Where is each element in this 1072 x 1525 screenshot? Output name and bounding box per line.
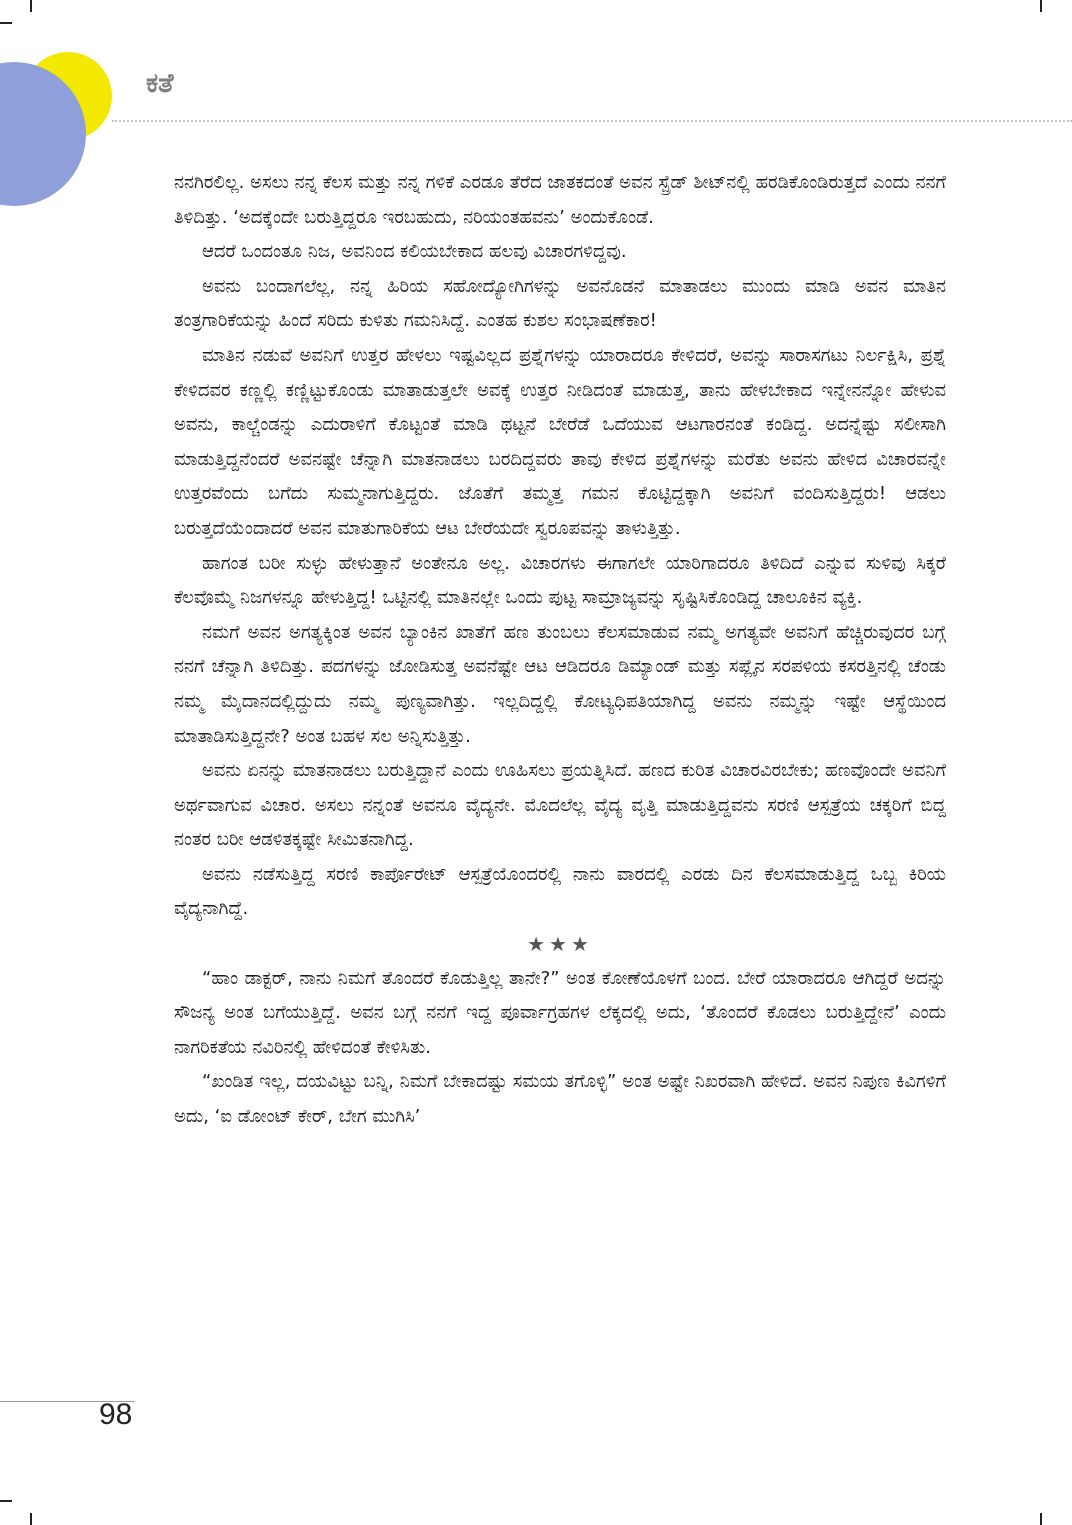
- section-break-stars: ★★★: [527, 932, 593, 957]
- paragraph: ಮಾತಿನ ನಡುವೆ ಅವನಿಗೆ ಉತ್ತರ ಹೇಳಲು ಇಷ್ಟವಿಲ್ಲದ ಪ್ರಶ್ನೆಗಳನ್ನು ಯಾರಾದರೂ ಕೇಳಿದರೆ, ಅವನ್ನು ಸಾರಾಸಗಟು ನಿರ್ಲಕ್ಷಿಸಿ, ಪ್ರಶ್ನೆ ಕೇಳಿದವರ ಕಣ್ಣಲ್ಲಿ ಕಣ್ಣಿಟ್ಟುಕೊಂಡು ಮಾತಾಡುತ್ತಲೇ ಅವಕ್ಕೆ ಉತ್ತರ ನೀಡಿದಂತೆ ಮಾಡುತ್ತ, ತಾನು ಹೇಳಬೇಕಾದ ಇನ್ನೇನನ್ನೋ ಹೇಳುವ ಅವನು, ಕಾಲ್ಚೆಂಡನ್ನು ಎದುರಾಳಿಗೆ ಕೊಟ್ಟಂತೆ ಮಾಡಿ ಥಟ್ಟನೆ ಬೇರೆಡೆ ಒದೆಯುವ ಆಟಗಾರನಂತೆ ಕಂಡಿದ್ದ. ಅದನ್ನೆಷ್ಟು ಸಲೀಸಾಗಿ ಮಾಡುತ್ತಿದ್ದನೆಂದರೆ ಅವನಷ್ಟೇ ಚೆನ್ನಾಗಿ ಮಾತನಾಡಲು ಬರದಿದ್ದವರು ತಾವು ಕೇಳಿದ ಪ್ರಶ್ನೆಗಳನ್ನು ಮರೆತು ಅವನು ಹೇಳಿದ ವಿಚಾರವನ್ನೇ ಉತ್ತರವೆಂದು ಬಗೆದು ಸುಮ್ಮನಾಗುತ್ತಿದ್ದರು. ಜೊತೆಗೆ ತಮ್ಮತ್ತ ಗಮನ ಕೊಟ್ಟಿದ್ದಕ್ಕಾಗಿ ಅವನಿಗೆ ವಂದಿಸುತ್ತಿದ್ದರು! ಆಡಲು ಬರುತ್ತದೆಯೆಂದಾದರೆ ಅವನ ಮಾತುಗಾರಿಕೆಯ ಆಟ ಬೇರೆಯದೇ ಸ್ವರೂಪವನ್ನು ತಾಳುತ್ತಿತ್ತು.: [174, 344, 946, 539]
- crop-mark: [30, 0, 32, 12]
- story-text: [174, 166, 946, 1135]
- paragraph: “ಹಾಂ ಡಾಕ್ಟರ್, ನಾನು ನಿಮಗೆ ತೊಂದರೆ ಕೊಡುತ್ತಿಲ್ಲ ತಾನೇ?” ಅಂತ ಕೋಣೆಯೊಳಗೆ ಬಂದ. ಬೇರೆ ಯಾರಾದರೂ ಆಗಿದ್ದರೆ ಅದನ್ನು ಸೌಜನ್ಯ ಅಂತ ಬಗೆಯುತ್ತಿದ್ದೆ. ಅವನ ಬಗ್ಗೆ ನನಗೆ ಇದ್ದ ಪೂರ್ವಾಗ್ರಹಗಳ ಲೆಕ್ಕದಲ್ಲಿ ಅದು, ‘ತೊಂದರೆ ಕೊಡಲು ಬರುತ್ತಿದ್ದೇನೆ’ ಎಂದು ನಾಗರಿಕತೆಯ ನವಿರಿನಲ್ಲಿ ಹೇಳಿದಂತೆ ಕೇಳಿಸಿತು.: [174, 967, 946, 1058]
- crop-mark: [0, 22, 12, 24]
- crop-mark: [30, 1513, 32, 1525]
- paragraph: ನನಗಿರಲಿಲ್ಲ. ಅಸಲು ನನ್ನ ಕೆಲಸ ಮತ್ತು ನನ್ನ ಗಳಿಕೆ ಎರಡೂ ತೆರೆದ ಜಾತಕದಂತೆ ಅವನ ಸ್ಪ್ರೆಡ್ ಶೀಟ್‌ನಲ್ಲಿ ಹರಡಿಕೊಂಡಿರುತ್ತದೆ ಎಂದು ನನಗೆ ತಿಳಿದಿತ್ತು. ‘ಅದಕ್ಕೆಂದೇ ಬರುತ್ತಿದ್ದರೂ ಇರಬಹುದು, ನರಿಯಂತಹವನು’ ಅಂದುಕೊಂಡೆ.: [174, 172, 946, 228]
- paragraph: ಅವನು ಬಂದಾಗಲೆಲ್ಲ, ನನ್ನ ಹಿರಿಯ ಸಹೋದ್ಯೋಗಿಗಳನ್ನು ಅವನೊಡನೆ ಮಾತಾಡಲು ಮುಂದು ಮಾಡಿ ಅವನ ಮಾತಿನ ತಂತ್ರಗಾರಿಕೆಯನ್ನು ಹಿಂದೆ ಸರಿದು ಕುಳಿತು ಗಮನಿಸಿದ್ದೆ. ಎಂತಹ ಕುಶಲ ಸಂಭಾಷಣೆಕಾರ!: [174, 275, 946, 332]
- paragraph: ಹಾಗಂತ ಬರೀ ಸುಳ್ಳು ಹೇಳುತ್ತಾನೆ ಅಂತೇನೂ ಅಲ್ಲ. ವಿಚಾರಗಳು ಈಗಾಗಲೇ ಯಾರಿಗಾದರೂ ತಿಳಿದಿದೆ ಎನ್ನುವ ಸುಳಿವು ಸಿಕ್ಕರೆ ಕೆಲವೊಮ್ಮೆ ನಿಜಗಳನ್ನೂ ಹೇಳುತ್ತಿದ್ದ! ಒಟ್ಟಿನಲ್ಲಿ ಮಾತಿನಲ್ಲೇ ಒಂದು ಪುಟ್ಟ ಸಾಮ್ರಾಜ್ಯವನ್ನು ಸೃಷ್ಟಿಸಿಕೊಂಡಿದ್ದ ಚಾಲೂಕಿನ ವ್ಯಕ್ತಿ.: [174, 552, 946, 609]
- crop-mark: [0, 1500, 12, 1502]
- paragraph: ನಮಗೆ ಅವನ ಅಗತ್ಯಕ್ಕಿಂತ ಅವನ ಬ್ಯಾಂಕಿನ ಖಾತೆಗೆ ಹಣ ತುಂಬಲು ಕೆಲಸಮಾಡುವ ನಮ್ಮ ಅಗತ್ಯವೇ ಅವನಿಗೆ ಹೆಚ್ಚಿರುವುದರ ಬಗ್ಗೆ ನನಗೆ ಚೆನ್ನಾಗಿ ತಿಳಿದಿತ್ತು. ಪದಗಳನ್ನು ಜೋಡಿಸುತ್ತ ಅವನೆಷ್ಟೇ ಆಟ ಆಡಿದರೂ ಡಿಮ್ಯಾಂಡ್ ಮತ್ತು ಸಪ್ಲೈನ ಸರಪಳಿಯ ಕಸರತ್ತಿನಲ್ಲಿ ಚೆಂಡು ನಮ್ಮ ಮೈದಾನದಲ್ಲಿದ್ದುದು ನಮ್ಮ ಪುಣ್ಯವಾಗಿತ್ತು. ಇಲ್ಲದಿದ್ದಲ್ಲಿ ಕೋಟ್ಯಧಿಪತಿಯಾಗಿದ್ದ ಅವನು ನಮ್ಮನ್ನು ಇಷ್ಟೇ ಆಸ್ಥೆಯಿಂದ ಮಾತಾಡಿಸುತ್ತಿದ್ದನೇ? ಅಂತ ಬಹಳ ಸಲ ಅನ್ನಿಸುತ್ತಿತ್ತು.: [174, 621, 946, 747]
- crop-mark: [1040, 0, 1042, 12]
- section-title: ಕತೆ: [146, 68, 174, 99]
- page-number: 98: [99, 1398, 133, 1431]
- crop-mark: [1040, 1513, 1042, 1525]
- paragraph: “ಖಂಡಿತ ಇಲ್ಲ, ದಯವಿಟ್ಟು ಬನ್ನಿ, ನಿಮಗೆ ಬೇಕಾದಷ್ಟು ಸಮಯ ತಗೊಳ್ಳಿ” ಅಂತ ಅಷ್ಟೇ ನಿಖರವಾಗಿ ಹೇಳಿದೆ. ಅವನ ನಿಪುಣ ಕಿವಿಗಳಿಗೆ ಅದು, ‘ಐ ಡೋಂಟ್ ಕೇರ್, ಬೇಗ ಮುಗಿಸಿ’: [174, 1071, 946, 1128]
- paragraph: ಅವನು ನಡೆಸುತ್ತಿದ್ದ ಸರಣಿ ಕಾರ್ಪೊರೇಟ್ ಆಸ್ಪತ್ರೆಯೊಂದರಲ್ಲಿ ನಾನು ವಾರದಲ್ಲಿ ಎರಡು ದಿನ ಕೆಲಸಮಾಡುತ್ತಿದ್ದ ಒಬ್ಬ ಕಿರಿಯ ವೈದ್ಯನಾಗಿದ್ದೆ.: [174, 863, 946, 920]
- header-dotted-rule: [112, 120, 1072, 122]
- paragraph: ಆದರೆ ಒಂದಂತೂ ನಿಜ, ಅವನಿಂದ ಕಲಿಯಬೇಕಾದ ಹಲವು ವಿಚಾರಗಳಿದ್ದವು.: [202, 241, 627, 263]
- paragraph: ಅವನು ಏನನ್ನು ಮಾತನಾಡಲು ಬರುತ್ತಿದ್ದಾನೆ ಎಂದು ಊಹಿಸಲು ಪ್ರಯತ್ನಿಸಿದೆ. ಹಣದ ಕುರಿತ ವಿಚಾರವಿರಬೇಕು; ಹಣವೊಂದೇ ಅವನಿಗೆ ಅರ್ಥವಾಗುವ ವಿಚಾರ. ಅಸಲು ನನ್ನಂತೆ ಅವನೂ ವೈದ್ಯನೇ. ಮೊದಲೆಲ್ಲ ವೈದ್ಯ ವೃತ್ತಿ ಮಾಡುತ್ತಿದ್ದವನು ಸರಣಿ ಆಸ್ಪತ್ರೆಯ ಚಕ್ಕರಿಗೆ ಬಿದ್ದ ನಂತರ ಬರೀ ಆಡಳಿತಕ್ಕಷ್ಟೇ ಸೀಮಿತನಾಗಿದ್ದ.: [174, 760, 946, 851]
